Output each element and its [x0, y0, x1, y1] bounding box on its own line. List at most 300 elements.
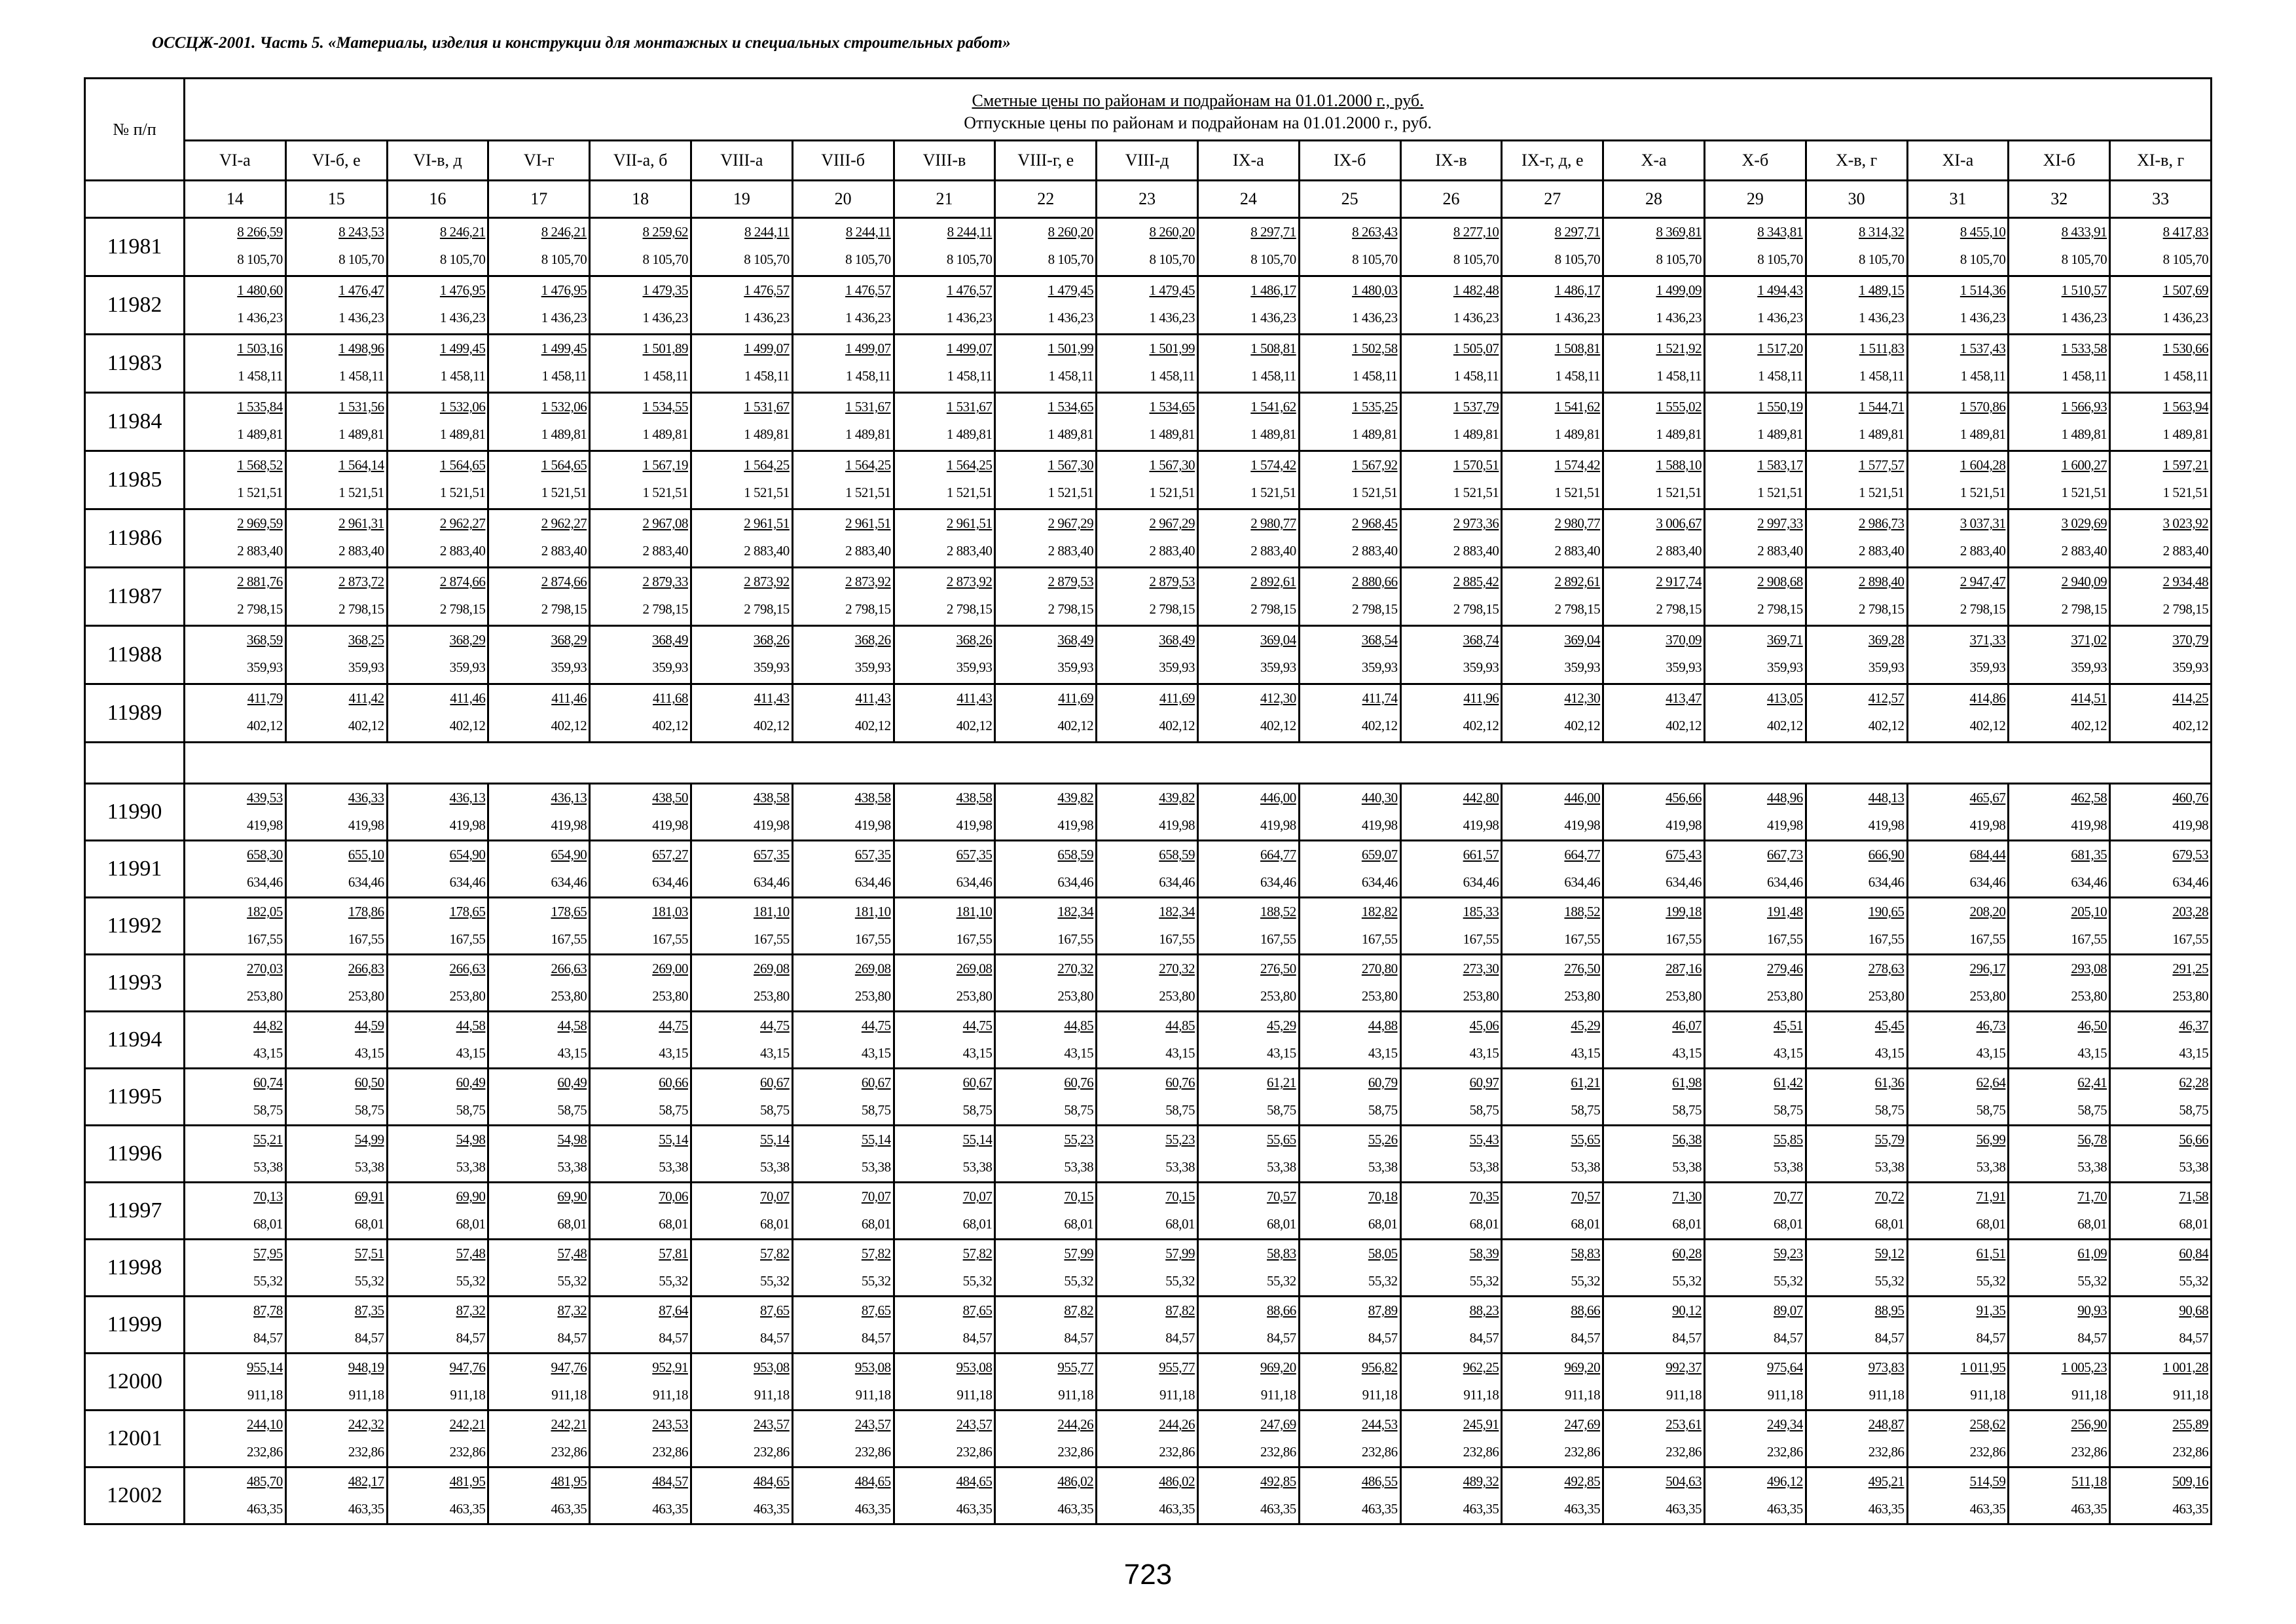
release-price: 463,35 [1057, 1501, 1094, 1517]
estimated-price: 465,67 [1969, 790, 2006, 805]
price-cell [1907, 1354, 2009, 1411]
price-cell [792, 1354, 894, 1411]
release-price: 359,93 [1868, 659, 1904, 675]
estimated-price: 2 873,92 [946, 574, 993, 589]
release-price: 2 883,40 [541, 543, 587, 559]
price-cell [1704, 393, 1806, 451]
estimated-price: 87,64 [659, 1302, 688, 1318]
estimated-price: 279,46 [1767, 961, 1803, 976]
price-cell [995, 1183, 1097, 1240]
table-title [185, 79, 2212, 141]
estimated-price: 438,58 [956, 790, 993, 805]
item-code: 11999 [85, 1297, 185, 1354]
price-cell [185, 684, 286, 743]
price-cell [691, 1467, 792, 1524]
estimated-price: 182,34 [1057, 904, 1094, 919]
table-body [85, 218, 2212, 1524]
price-cell [691, 335, 792, 393]
release-price: 463,35 [1463, 1501, 1499, 1517]
release-price: 55,32 [2179, 1273, 2209, 1289]
price-cell [1704, 841, 1806, 898]
price-cell [1907, 1012, 2009, 1069]
price-cell [2009, 1240, 2110, 1297]
release-price: 55,32 [1267, 1273, 1296, 1289]
estimated-price: 1 568,52 [237, 457, 283, 473]
release-price: 53,38 [1368, 1159, 1398, 1175]
estimated-price: 1 011,95 [1960, 1359, 2006, 1375]
price-cell [1197, 684, 1299, 743]
release-price: 167,55 [1057, 931, 1094, 947]
release-price: 1 489,81 [439, 426, 486, 442]
release-price: 419,98 [1159, 817, 1195, 833]
release-price: 1 458,11 [1453, 368, 1499, 384]
price-cell [2009, 1012, 2110, 1069]
estimated-price: 8 244,11 [744, 224, 790, 240]
item-code: 11985 [85, 451, 185, 509]
release-price: 634,46 [1260, 874, 1296, 890]
price-cell [2009, 451, 2110, 509]
release-price: 1 489,81 [1149, 426, 1195, 442]
region-header: VII-а, б [590, 141, 691, 181]
release-price: 634,46 [1969, 874, 2006, 890]
release-price: 911,18 [1058, 1387, 1094, 1403]
release-price: 2 798,15 [541, 601, 587, 617]
estimated-price: 370,79 [2172, 632, 2209, 648]
estimated-price: 439,82 [1159, 790, 1195, 805]
price-cell [1603, 784, 1705, 841]
estimated-price: 1 476,57 [744, 282, 790, 298]
table-row [85, 841, 2212, 898]
estimated-price: 514,59 [1969, 1473, 2006, 1489]
estimated-price: 657,35 [956, 847, 993, 862]
release-price: 2 798,15 [1453, 601, 1499, 617]
estimated-price: 2 986,73 [1859, 515, 1904, 531]
estimated-price: 664,77 [1260, 847, 1296, 862]
item-code: 11986 [85, 509, 185, 568]
release-price: 359,93 [754, 659, 790, 675]
release-price: 463,35 [2172, 1501, 2209, 1517]
price-cell [995, 1297, 1097, 1354]
release-price: 419,98 [854, 817, 891, 833]
estimated-price: 1 476,57 [845, 282, 891, 298]
estimated-price: 438,50 [652, 790, 688, 805]
price-cell [2110, 626, 2212, 684]
price-cell [691, 1069, 792, 1126]
item-code: 11981 [85, 218, 185, 276]
price-cell [691, 1012, 792, 1069]
price-cell [285, 684, 387, 743]
price-cell [691, 1411, 792, 1467]
release-price: 634,46 [2172, 874, 2209, 890]
release-price: 1 489,81 [237, 426, 283, 442]
item-code: 11996 [85, 1126, 185, 1183]
estimated-price: 8 297,71 [1554, 224, 1601, 240]
price-cell [387, 276, 488, 335]
release-price: 1 436,23 [1554, 310, 1601, 325]
estimated-price: 8 246,21 [439, 224, 486, 240]
price-cell [1299, 898, 1400, 955]
release-price: 1 489,81 [1757, 426, 1803, 442]
release-price: 53,38 [354, 1159, 384, 1175]
estimated-price: 1 498,96 [338, 341, 384, 356]
price-cell [1907, 626, 2009, 684]
release-price: 232,86 [1463, 1444, 1499, 1460]
price-cell [1502, 568, 1603, 626]
release-price: 68,01 [2077, 1216, 2107, 1232]
item-code: 11993 [85, 955, 185, 1012]
estimated-price: 61,36 [1874, 1075, 1904, 1090]
price-cell [488, 509, 590, 568]
release-price: 58,75 [659, 1102, 688, 1118]
estimated-price: 1 480,60 [237, 282, 283, 298]
price-cell [1197, 218, 1299, 276]
estimated-price: 293,08 [2071, 961, 2107, 976]
release-price: 8 105,70 [237, 251, 283, 267]
price-cell [285, 898, 387, 955]
estimated-price: 57,99 [1064, 1246, 1094, 1261]
price-cell [185, 276, 286, 335]
price-cell [590, 841, 691, 898]
price-cell [995, 509, 1097, 568]
estimated-price: 2 969,59 [237, 515, 283, 531]
estimated-price: 1 563,94 [2162, 399, 2209, 415]
release-price: 402,12 [1463, 718, 1499, 733]
estimated-price: 87,32 [557, 1302, 587, 1318]
release-price: 55,32 [962, 1273, 993, 1289]
release-price: 402,12 [1057, 718, 1094, 733]
estimated-price: 1 570,86 [1959, 399, 2006, 415]
price-cell [792, 684, 894, 743]
price-cell [185, 568, 286, 626]
estimated-price: 70,07 [760, 1189, 790, 1204]
release-price: 232,86 [652, 1444, 688, 1460]
estimated-price: 61,21 [1267, 1075, 1296, 1090]
estimated-price: 1 597,21 [2162, 457, 2209, 473]
price-cell [1400, 568, 1502, 626]
price-cell [995, 1411, 1097, 1467]
price-cell [1603, 684, 1705, 743]
release-price: 232,86 [754, 1444, 790, 1460]
estimated-price: 1 532,06 [541, 399, 587, 415]
price-cell [1704, 568, 1806, 626]
estimated-price: 55,65 [1267, 1132, 1296, 1147]
release-price: 1 521,51 [1859, 485, 1904, 500]
estimated-price: 2 873,72 [338, 574, 384, 589]
estimated-price: 1 534,65 [1048, 399, 1094, 415]
price-cell [894, 784, 995, 841]
estimated-price: 56,78 [2077, 1132, 2107, 1147]
price-cell [387, 451, 488, 509]
price-cell [590, 1069, 691, 1126]
estimated-price: 2 879,53 [1048, 574, 1094, 589]
price-cell [1806, 1354, 1907, 1411]
estimated-price: 368,74 [1463, 632, 1499, 648]
item-code: 11991 [85, 841, 185, 898]
release-price: 911,18 [754, 1387, 790, 1403]
estimated-price: 460,76 [2172, 790, 2209, 805]
release-price: 419,98 [1057, 817, 1094, 833]
release-price: 253,80 [247, 988, 283, 1004]
estimated-price: 411,68 [653, 690, 688, 706]
estimated-price: 55,14 [760, 1132, 790, 1147]
price-cell [590, 1012, 691, 1069]
release-price: 68,01 [456, 1216, 486, 1232]
estimated-price: 661,57 [1463, 847, 1499, 862]
price-cell [1502, 1012, 1603, 1069]
estimated-price: 70,06 [659, 1189, 688, 1204]
estimated-price: 45,29 [1267, 1018, 1296, 1033]
release-price: 167,55 [1868, 931, 1904, 947]
release-price: 1 458,11 [2163, 368, 2209, 384]
price-cell [2110, 335, 2212, 393]
release-price: 232,86 [2172, 1444, 2209, 1460]
price-cell [1907, 1126, 2009, 1183]
estimated-price: 203,28 [2172, 904, 2209, 919]
price-cell [1907, 1069, 2009, 1126]
release-price: 53,38 [1672, 1159, 1702, 1175]
release-price: 84,57 [1976, 1330, 2006, 1346]
release-price: 2 798,15 [2061, 601, 2107, 617]
release-price: 253,80 [449, 988, 486, 1004]
release-price: 58,75 [1571, 1102, 1601, 1118]
estimated-price: 1 514,36 [1959, 282, 2006, 298]
price-cell [894, 276, 995, 335]
estimated-price: 1 531,67 [946, 399, 993, 415]
estimated-price: 1 567,19 [642, 457, 688, 473]
estimated-price: 3 006,67 [1656, 515, 1702, 531]
price-cell [2009, 955, 2110, 1012]
price-cell [285, 784, 387, 841]
region-header: VIII-б [792, 141, 894, 181]
price-cell [995, 684, 1097, 743]
price-cell [387, 218, 488, 276]
region-header: VIII-а [691, 141, 792, 181]
item-code: 11987 [85, 568, 185, 626]
release-price: 911,18 [247, 1387, 283, 1403]
price-cell [2009, 1467, 2110, 1524]
item-code: 11994 [85, 1012, 185, 1069]
region-header: VI-в, д [387, 141, 488, 181]
release-price: 359,93 [2071, 659, 2107, 675]
release-price: 167,55 [2172, 931, 2209, 947]
estimated-price: 1 541,62 [1554, 399, 1601, 415]
estimated-price: 1 476,57 [946, 282, 993, 298]
price-cell [792, 898, 894, 955]
price-cell [1400, 1012, 1502, 1069]
estimated-price: 1 486,17 [1554, 282, 1601, 298]
estimated-price: 411,74 [1362, 690, 1398, 706]
region-header: VI-б, е [285, 141, 387, 181]
release-price: 43,15 [354, 1045, 384, 1061]
estimated-price: 90,12 [1672, 1302, 1702, 1318]
estimated-price: 1 480,03 [1352, 282, 1398, 298]
release-price: 58,75 [456, 1102, 486, 1118]
estimated-price: 675,43 [1666, 847, 1702, 862]
price-cell [894, 335, 995, 393]
release-price: 43,15 [1469, 1045, 1499, 1061]
estimated-price: 58,83 [1571, 1246, 1601, 1261]
estimated-price: 1 564,65 [541, 457, 587, 473]
release-price: 1 436,23 [1048, 310, 1094, 325]
estimated-price: 270,32 [1159, 961, 1195, 976]
estimated-price: 89,07 [1774, 1302, 1803, 1318]
region-header: XI-б [2009, 141, 2110, 181]
release-price: 68,01 [1267, 1216, 1296, 1232]
estimated-price: 3 029,69 [2061, 515, 2107, 531]
estimated-price: 654,90 [449, 847, 486, 862]
release-price: 911,18 [1666, 1387, 1702, 1403]
estimated-price: 462,58 [2071, 790, 2107, 805]
release-price: 68,01 [557, 1216, 587, 1232]
release-price: 53,38 [962, 1159, 993, 1175]
page-number: 723 [1123, 1559, 1173, 1591]
release-price: 58,75 [1976, 1102, 2006, 1118]
release-price: 68,01 [659, 1216, 688, 1232]
price-cell [792, 784, 894, 841]
estimated-price: 411,46 [551, 690, 587, 706]
estimated-price: 448,96 [1767, 790, 1803, 805]
table-row [85, 451, 2212, 509]
release-price: 1 458,11 [1352, 368, 1398, 384]
price-cell [792, 955, 894, 1012]
price-cell [488, 955, 590, 1012]
estimated-price: 1 508,81 [1554, 341, 1601, 356]
estimated-price: 60,49 [557, 1075, 587, 1090]
estimated-price: 8 417,83 [2162, 224, 2209, 240]
estimated-price: 55,65 [1571, 1132, 1601, 1147]
price-cell [691, 841, 792, 898]
release-price: 232,86 [247, 1444, 283, 1460]
gap-cell [85, 743, 185, 784]
estimated-price: 1 489,15 [1859, 282, 1904, 298]
release-price: 634,46 [956, 874, 993, 890]
estimated-price: 368,26 [754, 632, 790, 648]
price-cell [285, 1467, 387, 1524]
estimated-price: 70,18 [1368, 1189, 1398, 1204]
price-cell [2110, 1012, 2212, 1069]
estimated-price: 44,58 [557, 1018, 587, 1033]
price-cell [1197, 1411, 1299, 1467]
column-number-row [85, 181, 2212, 218]
price-cell [185, 898, 286, 955]
estimated-price: 1 005,23 [2061, 1359, 2107, 1375]
price-cell [1097, 393, 1198, 451]
release-price: 58,75 [1469, 1102, 1499, 1118]
estimated-price: 1 507,69 [2162, 282, 2209, 298]
price-cell [1704, 1354, 1806, 1411]
price-cell [1400, 335, 1502, 393]
estimated-price: 188,52 [1564, 904, 1601, 919]
estimated-price: 71,91 [1976, 1189, 2006, 1204]
release-price: 419,98 [1969, 817, 2006, 833]
estimated-price: 91,35 [1976, 1302, 2006, 1318]
release-price: 1 458,11 [238, 368, 283, 384]
price-cell [387, 1411, 488, 1467]
table-row [85, 1069, 2212, 1126]
price-cell [1097, 898, 1198, 955]
release-price: 1 458,11 [440, 368, 486, 384]
release-price: 634,46 [2071, 874, 2107, 890]
release-price: 2 798,15 [237, 601, 283, 617]
price-cell [1400, 841, 1502, 898]
estimated-price: 2 968,45 [1352, 515, 1398, 531]
release-price: 359,93 [1361, 659, 1398, 675]
estimated-price: 1 566,93 [2061, 399, 2107, 415]
estimated-price: 2 873,92 [744, 574, 790, 589]
estimated-price: 657,35 [754, 847, 790, 862]
price-cell [691, 509, 792, 568]
estimated-price: 57,82 [962, 1246, 993, 1261]
price-cell [894, 898, 995, 955]
release-price: 55,32 [253, 1273, 283, 1289]
estimated-price: 70,72 [1874, 1189, 1904, 1204]
estimated-price: 58,05 [1368, 1246, 1398, 1261]
estimated-price: 2 917,74 [1656, 574, 1702, 589]
estimated-price: 69,90 [557, 1189, 587, 1204]
release-price: 2 798,15 [1250, 601, 1296, 617]
release-price: 1 436,23 [946, 310, 993, 325]
item-code: 11989 [85, 684, 185, 743]
release-price: 634,46 [1057, 874, 1094, 890]
release-price: 43,15 [1672, 1045, 1702, 1061]
price-cell [185, 1183, 286, 1240]
table-row [85, 1297, 2212, 1354]
price-cell [691, 393, 792, 451]
price-cell [590, 1411, 691, 1467]
release-price: 84,57 [557, 1330, 587, 1346]
release-price: 8 105,70 [744, 251, 790, 267]
price-cell [1806, 1240, 1907, 1297]
release-price: 2 883,40 [1959, 543, 2006, 559]
estimated-price: 57,95 [253, 1246, 283, 1261]
release-price: 634,46 [551, 874, 587, 890]
price-cell [894, 955, 995, 1012]
release-price: 53,38 [1774, 1159, 1803, 1175]
release-price: 43,15 [456, 1045, 486, 1061]
estimated-price: 44,88 [1368, 1018, 1398, 1033]
estimated-price: 969,20 [1564, 1359, 1601, 1375]
price-cell [1502, 1069, 1603, 1126]
price-cell [1197, 898, 1299, 955]
estimated-price: 2 967,08 [642, 515, 688, 531]
estimated-price: 185,33 [1463, 904, 1499, 919]
estimated-price: 178,86 [348, 904, 384, 919]
release-price: 167,55 [854, 931, 891, 947]
estimated-price: 952,91 [652, 1359, 688, 1375]
price-cell [1299, 393, 1400, 451]
column-number: 21 [894, 181, 995, 218]
release-price: 1 458,11 [1758, 368, 1803, 384]
price-cell [1299, 218, 1400, 276]
estimated-price: 291,25 [2172, 961, 2209, 976]
price-cell [488, 1126, 590, 1183]
estimated-price: 2 961,51 [946, 515, 993, 531]
estimated-price: 1 537,43 [1959, 341, 2006, 356]
release-price: 402,12 [1564, 718, 1601, 733]
estimated-price: 1 517,20 [1757, 341, 1803, 356]
estimated-price: 44,75 [659, 1018, 688, 1033]
estimated-price: 953,08 [956, 1359, 993, 1375]
release-price: 911,18 [2173, 1387, 2209, 1403]
price-cell [2110, 841, 2212, 898]
price-cell [894, 393, 995, 451]
estimated-price: 438,58 [854, 790, 891, 805]
estimated-price: 658,59 [1159, 847, 1195, 862]
price-cell [1097, 509, 1198, 568]
estimated-price: 1 555,02 [1656, 399, 1702, 415]
release-price: 232,86 [1666, 1444, 1702, 1460]
release-price: 8 105,70 [642, 251, 688, 267]
